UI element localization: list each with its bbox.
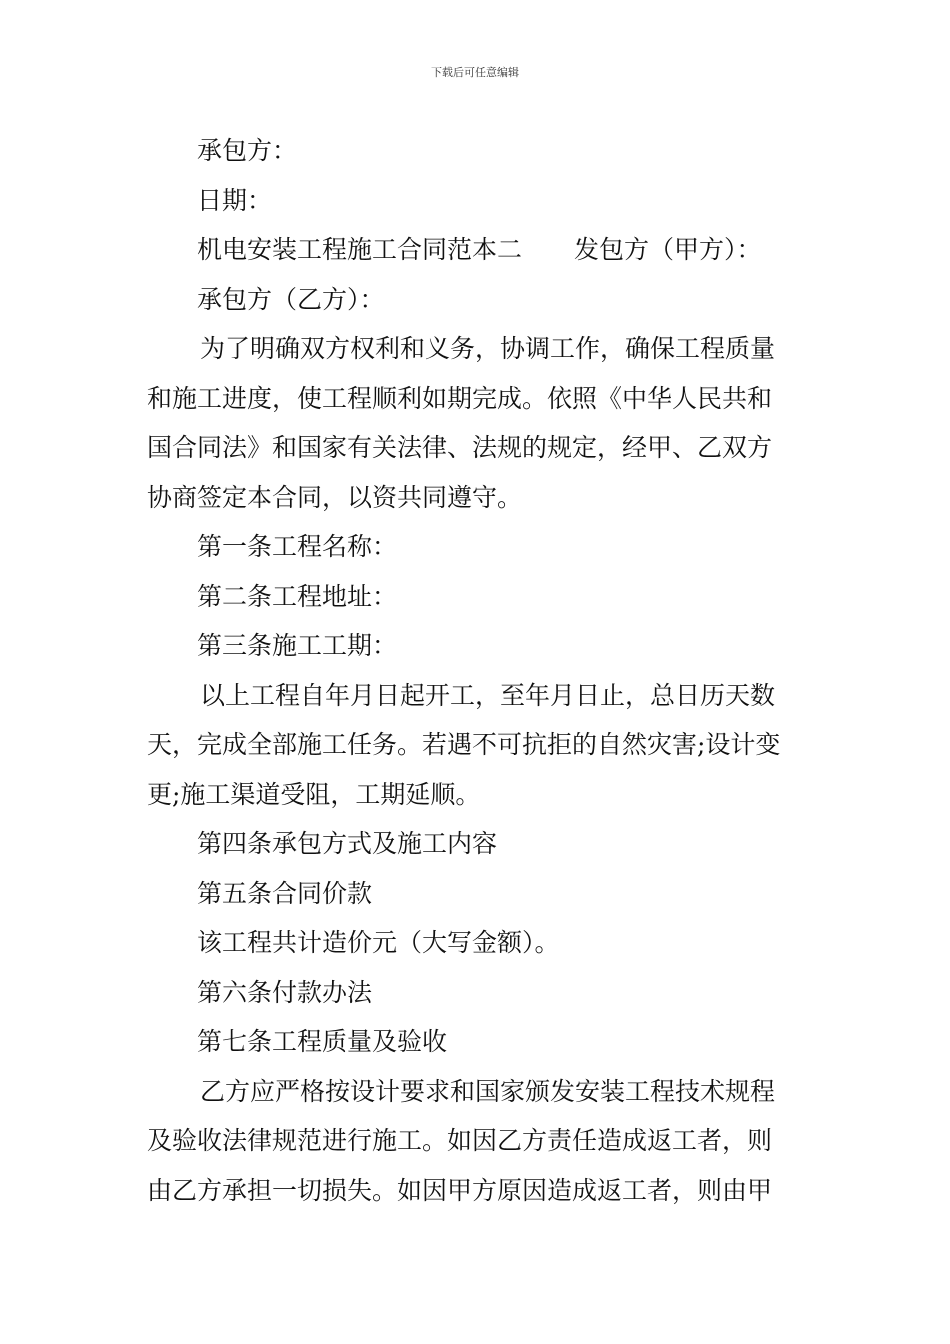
paragraph-line: 协商签定本合同，以资共同遵守。 <box>147 482 523 512</box>
paragraph-line: 国合同法》和国家有关法律、法规的规定，经甲、乙双方 <box>147 433 773 462</box>
contract-title: 机电安装工程施工合同范本二 <box>197 235 523 264</box>
paragraph-line: 由乙方承担一切损失。如因甲方原因造成返工者，则由甲 <box>147 1175 773 1205</box>
party-a-label: 发包方（甲方）： <box>574 235 762 264</box>
page-header: 下载后可任意编辑 <box>431 66 519 79</box>
paragraph-line: 天，完成全部施工任务。若遇不可抗拒的自然灾害;设计变 <box>147 730 781 759</box>
article-5-heading: 第五条合同价款 <box>197 878 373 908</box>
article-2-heading: 第二条工程地址： <box>197 581 398 611</box>
party-b-line: 承包方（乙方）： <box>197 284 385 314</box>
paragraph-line: 为了明确双方权利和义务，协调工作，确保工程质量 <box>200 334 776 363</box>
article-6-heading: 第六条付款办法 <box>197 977 373 1007</box>
article-1-heading: 第一条工程名称： <box>197 532 398 561</box>
paragraph-line: 以上工程自年月日起开工，至年月日止，总日历天数 <box>200 680 776 710</box>
paragraph-line: 和施工进度，使工程顺利如期完成。依照《中华人民共和 <box>147 383 773 413</box>
document-body <box>147 126 807 1215</box>
paragraph-line: 及验收法律规范进行施工。如因乙方责任造成返工者，则 <box>147 1126 773 1155</box>
article-3-heading: 第三条施工工期： <box>197 631 398 660</box>
article-4-heading: 第四条承包方式及施工内容 <box>197 829 498 858</box>
paragraph-line: 乙方应严格按设计要求和国家颁发安装工程技术规程 <box>200 1076 776 1106</box>
contract-title-line <box>147 225 807 275</box>
contractor-line: 承包方： <box>197 136 298 165</box>
date-line: 日期： <box>197 185 273 215</box>
price-line: 该工程共计造价元（大写金额）。 <box>197 928 560 957</box>
paragraph-line: 更;施工渠道受阻，工期延顺。 <box>147 779 481 809</box>
article-7-heading: 第七条工程质量及验收 <box>197 1027 448 1056</box>
